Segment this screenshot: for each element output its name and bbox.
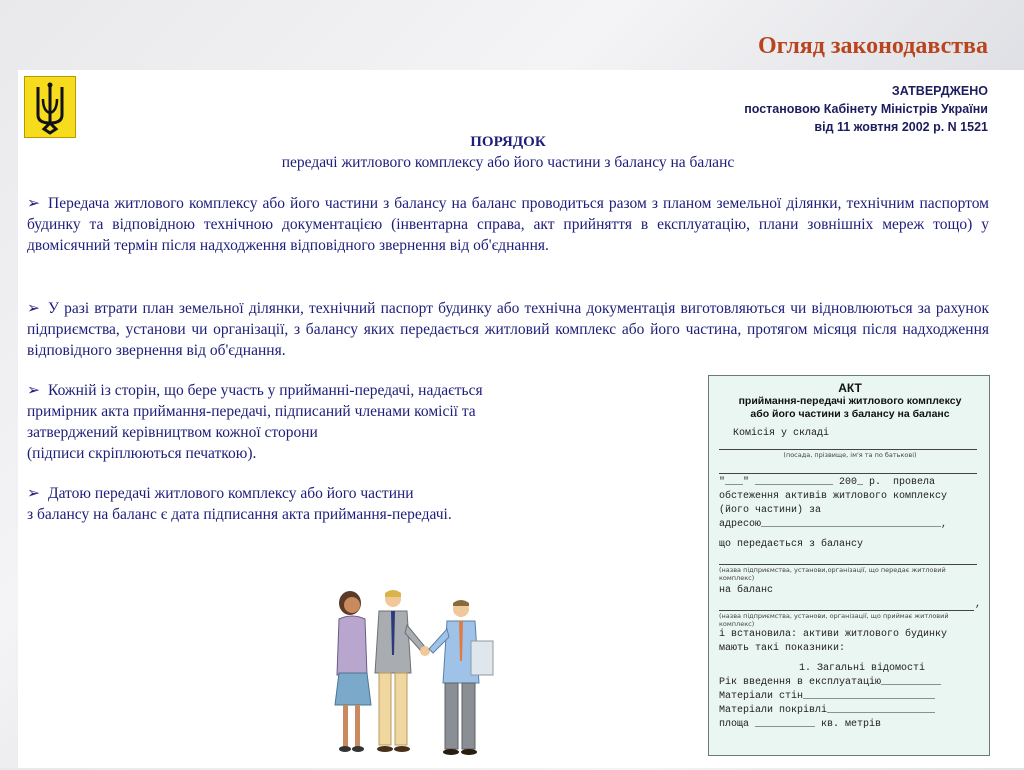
bullet-arrow-icon: ➢: [27, 485, 40, 502]
paragraph-line: Кожній із сторін, що бере участь у прийманні-передачі, надається: [48, 382, 483, 399]
handshake-hands: [420, 646, 430, 656]
paragraph-3: [27, 380, 617, 464]
paragraph-line: примірник акта приймання-передачі, підписаний членами комісії та: [27, 403, 476, 420]
date-address-text: "___" _____________ 200_ р. провела обстеження активів житлового комплексу (його частини) за адресою______________________________,: [719, 477, 954, 530]
document-subtitle: передачі житлового комплексу або його частини з балансу на баланс: [281, 154, 735, 171]
blank-line: [719, 465, 977, 474]
paragraph-line: Датою передачі житлового комплексу або його частини: [48, 485, 414, 502]
blank-line: [719, 602, 974, 611]
paragraph-4: [27, 483, 587, 525]
blank-line-row: [719, 598, 981, 612]
form-row: площа __________ кв. метрів: [719, 719, 882, 730]
position-hint: (посада, прізвище, ім'я та по батькові): [783, 451, 917, 459]
act-form-box: [708, 375, 990, 756]
approved-date: від 11 жовтня 2002 р. N 1521: [814, 120, 988, 134]
paragraph-line: (підписи скріплюються печаткою).: [27, 445, 257, 462]
act-subtitle: приймання-передачі житлового комплексу: [738, 395, 962, 407]
approval-block: [744, 82, 988, 136]
paragraph-text: У разі втрати план земельної ділянки, технічний паспорт будинку або технічна документація виготовляються чи відновлюються за рахунок підприємства, установи чи організації, з балансу яких передається житловий комплекс або його частина, протягом місяця після надходження відповідного звернення від об'єднання.: [27, 300, 989, 359]
paragraph-text: Передача житлового комплексу або його частини з балансу на баланс проводиться разом з планом земельної ділянки, технічним паспортом будинку та відповідною технічною документацією (інвентарна справа, акт прийняття в експлуатацію, плани зовнішніх мереж тощо) у двомісячний термін після надходження відповідного звернення від об'єднання.: [27, 195, 989, 254]
established-text: і встановила: активи житлового будинку мають такі показники:: [719, 629, 954, 654]
transferred-from-label: що передається з балансу: [719, 539, 864, 550]
form-row: Матеріали стін______________________: [719, 691, 936, 702]
blank-line: [719, 556, 977, 565]
man-blue-shirt-figure: [429, 600, 493, 755]
page-title: Огляд законодавства: [757, 33, 988, 59]
to-balance-label: на баланс: [719, 585, 774, 596]
form-row: Рік введення в експлуатацію__________: [719, 677, 942, 688]
blank-line: [719, 441, 977, 450]
org-hint-from: (назва підприємства, установи,організації, що передає житловий комплекс): [719, 566, 946, 582]
approved-by: постановою Кабінету Міністрів України: [744, 102, 988, 116]
section-heading: 1. Загальні відомості: [799, 663, 926, 674]
commission-label: Комісія у складі: [733, 428, 830, 439]
paragraph-2: [27, 298, 989, 361]
act-title: АКТ: [838, 381, 862, 395]
paragraph-line: затверджений керівництвом кожної сторони: [27, 424, 318, 441]
bullet-arrow-icon: ➢: [27, 300, 40, 317]
org-hint-to: (назва підприємства, установи, організації, що приймає житловий комплекс): [719, 612, 949, 628]
comma: ,: [974, 599, 981, 610]
act-header: [719, 382, 981, 421]
approved-label: ЗАТВЕРДЖЕНО: [891, 84, 988, 98]
man-grey-suit-figure: [375, 590, 425, 752]
bullet-arrow-icon: ➢: [27, 382, 40, 399]
act-subtitle: або його частини з балансу на баланс: [750, 408, 950, 420]
woman-figure: [335, 591, 371, 752]
paragraph-1: [27, 193, 989, 256]
trident-emblem-icon: [24, 76, 76, 138]
document-title: ПОРЯДОК: [470, 134, 546, 150]
bullet-arrow-icon: ➢: [27, 195, 40, 212]
paragraph-line: з балансу на баланс є дата підписання акта приймання-передачі.: [27, 506, 452, 523]
form-row: Матеріали покрівлі__________________: [719, 705, 936, 716]
handshake-illustration: [325, 585, 510, 765]
